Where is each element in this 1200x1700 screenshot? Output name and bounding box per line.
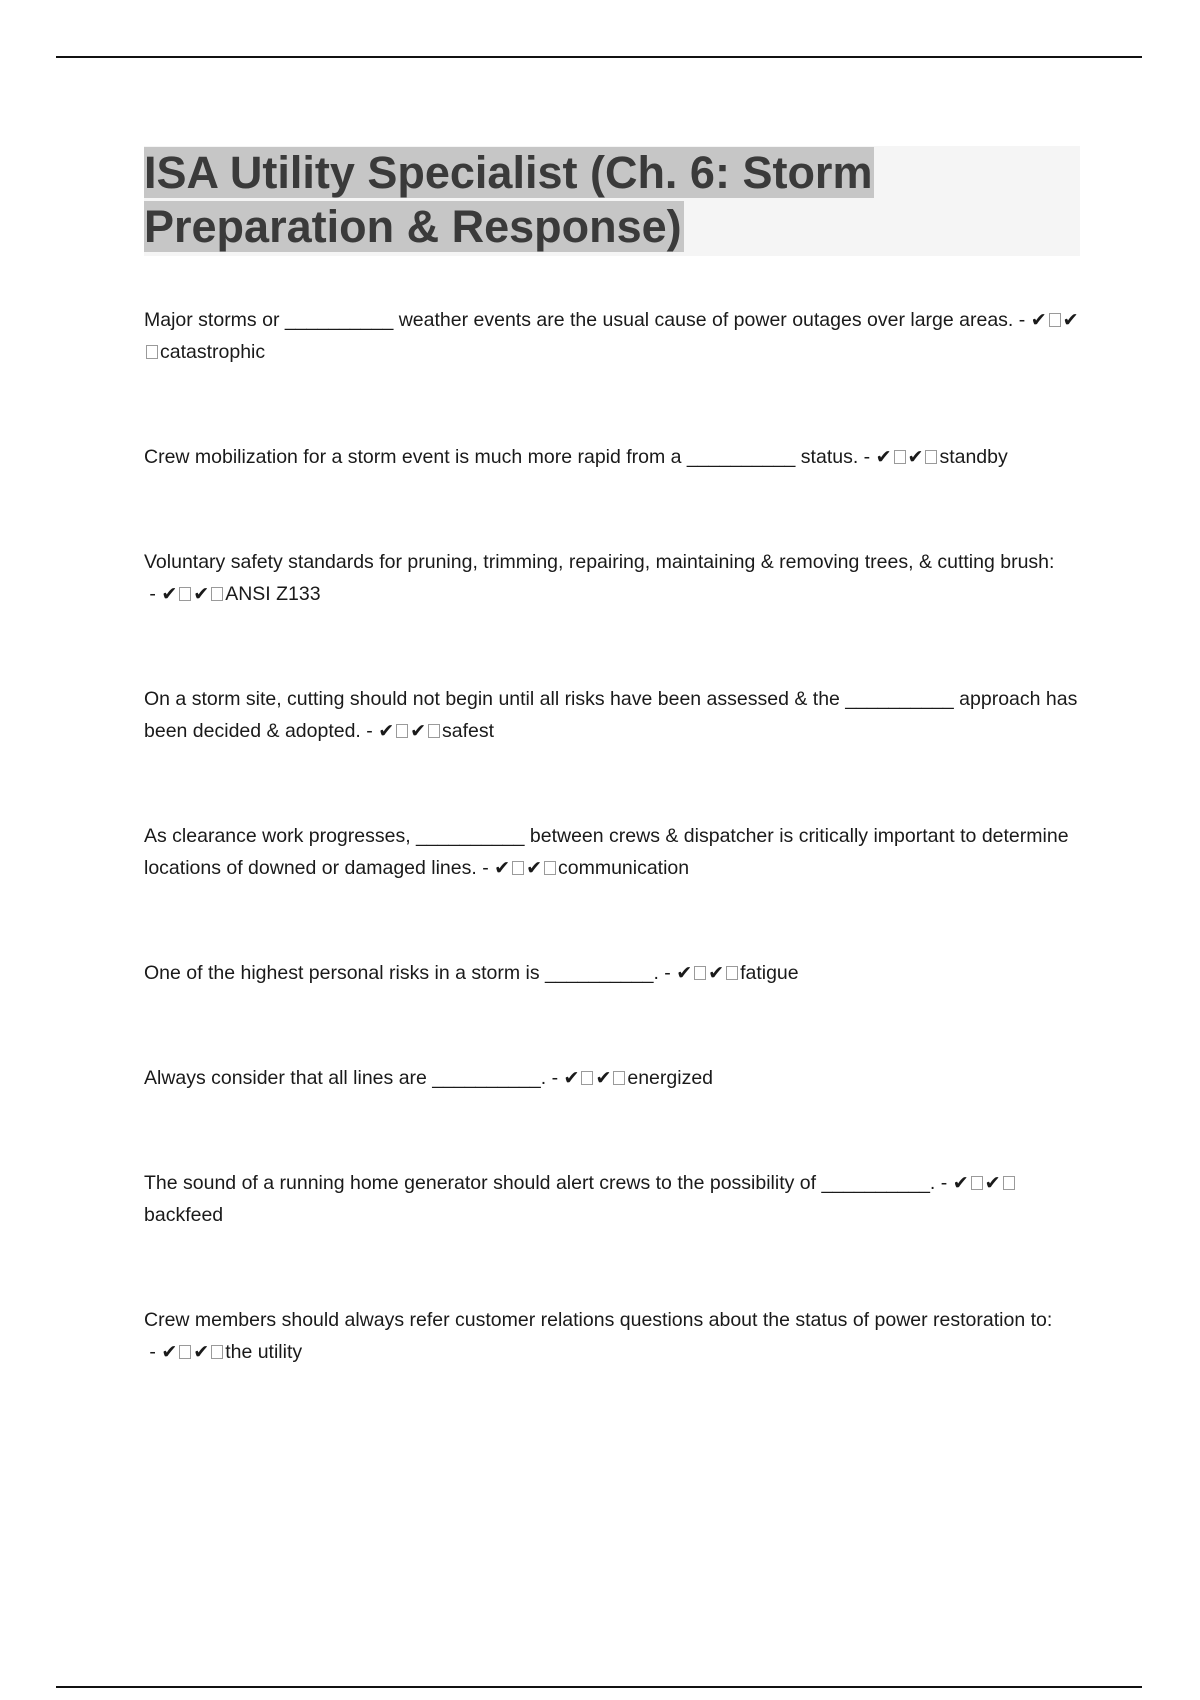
box-icon — [694, 966, 706, 980]
question-text: On a storm site, cutting should not begin until all risks have been assessed & the __________ approach has been decided & adopted. — [144, 688, 1078, 742]
answer-text: fatigue — [740, 962, 799, 984]
answer-text: energized — [627, 1067, 714, 1089]
qa-item — [144, 683, 1084, 747]
box-icon — [894, 450, 906, 464]
box-icon — [428, 724, 440, 738]
title-line-1: ISA Utility Specialist (Ch. 6: Storm — [144, 147, 873, 198]
title-line-2: Preparation & Response) — [144, 201, 682, 252]
footer-rule — [56, 1686, 1142, 1688]
question-text: Crew mobilization for a storm event is much more rapid from a __________ status. — [144, 446, 859, 468]
answer-text: safest — [442, 720, 495, 742]
qa-item — [144, 1304, 1084, 1368]
answer-text: ANSI Z133 — [225, 583, 321, 605]
check-icon: ✔ — [1030, 309, 1047, 331]
qa-item — [144, 441, 1084, 473]
check-icon: ✔ — [494, 857, 511, 879]
question-text: Voluntary safety standards for pruning, trimming, repairing, maintaining & removing trees, & cutting brush: — [144, 551, 1055, 573]
box-icon — [179, 587, 191, 601]
check-icon: ✔ — [193, 583, 210, 605]
separator: - — [144, 1341, 162, 1363]
separator: - — [476, 857, 495, 879]
box-icon — [1003, 1176, 1015, 1190]
box-icon — [512, 861, 524, 875]
question-text: One of the highest personal risks in a storm is __________. — [144, 962, 659, 984]
title-block — [144, 146, 1080, 256]
box-icon — [1049, 313, 1061, 327]
qa-list — [144, 304, 1084, 1368]
separator: - — [360, 720, 379, 742]
check-icon: ✔ — [1062, 309, 1079, 331]
check-icon: ✔ — [907, 446, 924, 468]
document-title — [144, 146, 1080, 254]
question-text: As clearance work progresses, __________ between crews & dispatcher is critically important to determine locations of downed or damaged lines. — [144, 825, 1069, 879]
qa-item — [144, 820, 1084, 884]
separator: - — [546, 1067, 564, 1089]
question-text: The sound of a running home generator should alert crews to the possibility of __________. — [144, 1172, 936, 1194]
check-icon: ✔ — [526, 857, 542, 879]
question-text: Crew members should always refer customer relations questions about the status of power restoration to: — [144, 1309, 1053, 1331]
qa-item — [144, 1062, 1084, 1094]
box-icon — [179, 1345, 191, 1359]
box-icon — [544, 861, 556, 875]
check-icon: ✔ — [676, 962, 693, 984]
qa-item — [144, 304, 1084, 368]
question-text: Major storms or __________ weather events are the usual cause of power outages over large areas. — [144, 309, 1014, 331]
qa-item — [144, 1167, 1084, 1231]
box-icon — [581, 1071, 593, 1085]
check-icon: ✔ — [378, 720, 395, 742]
check-icon: ✔ — [410, 720, 427, 742]
separator: - — [935, 1172, 953, 1194]
separator: - — [144, 583, 162, 605]
answer-text: the utility — [225, 1341, 303, 1363]
qa-item — [144, 957, 1084, 989]
check-icon: ✔ — [563, 1067, 580, 1089]
check-icon: ✔ — [193, 1341, 210, 1363]
separator: - — [1013, 309, 1031, 331]
qa-item — [144, 546, 1084, 610]
header-rule — [56, 56, 1142, 58]
separator: - — [658, 962, 677, 984]
box-icon — [726, 966, 738, 980]
answer-text: communication — [557, 857, 690, 879]
answer-text: standby — [939, 446, 1008, 468]
check-icon: ✔ — [161, 583, 178, 605]
check-icon: ✔ — [161, 1341, 178, 1363]
box-icon — [211, 587, 223, 601]
check-icon: ✔ — [595, 1067, 612, 1089]
box-icon — [396, 724, 408, 738]
box-icon — [613, 1071, 625, 1085]
check-icon: ✔ — [875, 446, 892, 468]
answer-text: catastrophic — [160, 341, 266, 363]
answer-text: backfeed — [144, 1204, 224, 1226]
check-icon: ✔ — [708, 962, 725, 984]
question-text: Always consider that all lines are __________. — [144, 1067, 547, 1089]
box-icon — [211, 1345, 223, 1359]
box-icon — [146, 345, 158, 359]
box-icon — [971, 1176, 983, 1190]
separator: - — [858, 446, 876, 468]
box-icon — [925, 450, 937, 464]
check-icon: ✔ — [952, 1172, 969, 1194]
check-icon: ✔ — [984, 1172, 1001, 1194]
